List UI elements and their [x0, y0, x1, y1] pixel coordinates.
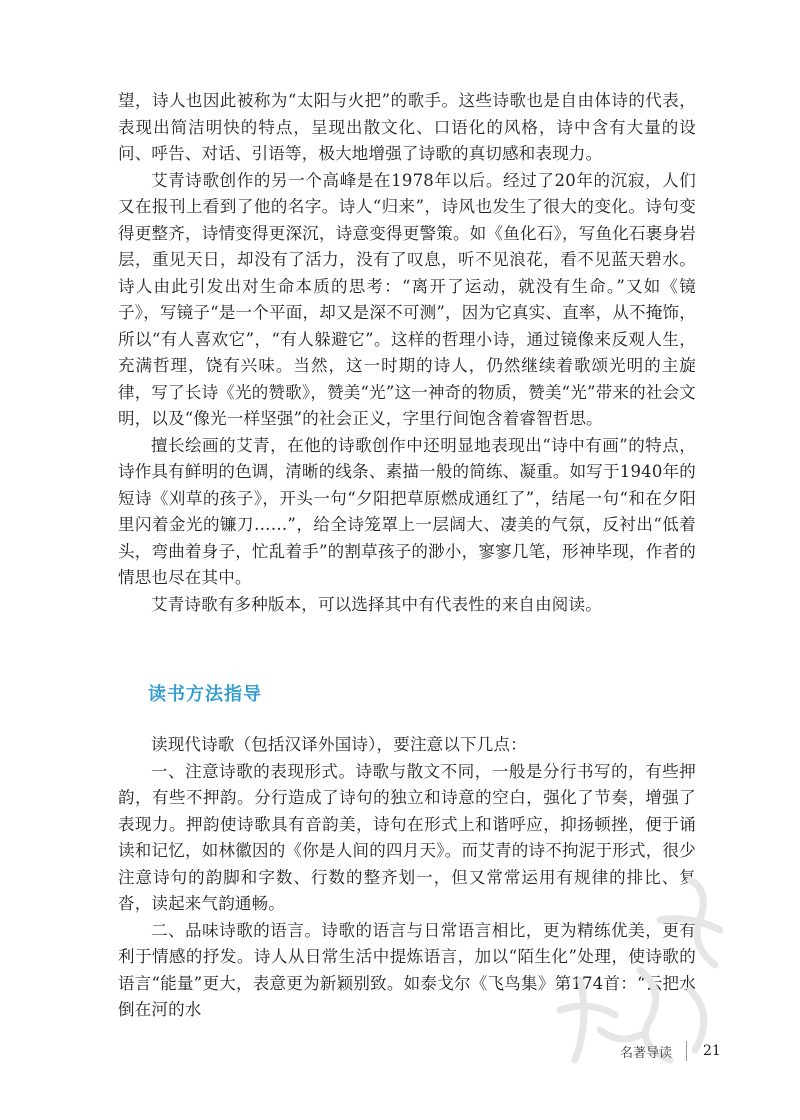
page-footer	[620, 1040, 721, 1062]
body-paragraph-continued: 望，诗人也因此被称为“太阳与火把”的歌手。这些诗歌也是自由体诗的代表，表现出简洁明快的特点，呈现出散文化、口语化的风格，诗中含有大量的设问、呼告、对话、引语等，极大地增强了诗歌的真切感和表现力。	[118, 91, 696, 163]
footer-divider	[686, 1041, 687, 1061]
guide-paragraph: 一、注意诗歌的表现形式。诗歌与散文不同，一般是分行书写的，有些押韵，有些不押韵。分行造成了诗句的独立和诗意的空白，强化了节奏，增强了表现力。押韵使诗歌具有音韵美，诗句在形式上和谐呼应，抑扬顿挫，便于诵读和记忆，如林徽因的《你是人间的四月天》。而艾青的诗不拘泥于形式，很少注意诗句的韵脚和字数、行数的整齐划一，但又常常运用有规律的排比、复沓，读起来气韵通畅。	[118, 761, 696, 913]
body-paragraph: 艾青诗歌创作的另一个高峰是在1978年以后。经过了20年的沉寂，人们又在报刊上看到了他的名字。诗人“归来”，诗风也发生了很大的变化。诗句变得更整齐，诗情变得更深沉，诗意变得更警策。如《鱼化石》，写鱼化石裹身岩层，重见天日，却没有了活力，没有了叹息，听不见浪花，看不见蓝天碧水。诗人由此引发出对生命本质的思考：“离开了运动，就没有生命。”又如《镜子》，写镜子“是一个平面，却又是深不可测”，因为它真实、直率，从不掩饰，所以“有人喜欢它”，“有人躲避它”。这样的哲理小诗，通过镜像来反观人生，充满哲理，饶有兴味。当然，这一时期的诗人，仍然继续着歌颂光明的主旋律，写了长诗《光的赞歌》，赞美“光”这一神奇的物质，赞美“光”带来的社会文明，以及“像光一样坚强”的社会正义，字里行间饱含着睿智哲思。	[118, 170, 696, 428]
main-text-block	[118, 88, 696, 618]
guide-intro-paragraph: 读现代诗歌（包括汉译外国诗），要注意以下几点：	[151, 735, 527, 754]
reading-guide-text-block	[118, 732, 696, 1024]
body-paragraph: 艾青诗歌有多种版本，可以选择其中有代表性的来自由阅读。	[151, 594, 602, 614]
footer-book-title: 名著导读	[620, 1045, 673, 1061]
section-heading-reading-guide: 读书方法指导	[148, 684, 262, 705]
guide-paragraph: 二、品味诗歌的语言。诗歌的语言与日常语言相比，更为精练优美，更有利于情感的抒发。诗人从日常生活中提炼语言，加以“陌生化”处理，使诗歌的语言“能量”更大，表意更为新颖别致。如泰戈尔《飞鸟集》第174首：“云把水倒在河的水	[118, 920, 696, 1019]
body-paragraph: 擅长绘画的艾青，在他的诗歌创作中还明显地表现出“诗中有画”的特点，诗作具有鲜明的色调，清晰的线条、素描一般的简练、凝重。如写于1940年的短诗《刈草的孩子》，开头一句“夕阳把草原燃成通红了”，结尾一句“和在夕阳里闪着金光的镰刀……”，给全诗笼罩上一层阔大、凄美的气氛，反衬出“低着头，弯曲着身子，忙乱着手”的割草孩子的渺小，寥寥几笔，形神毕现，作者的情思也尽在其中。	[118, 435, 696, 587]
page-number: 21	[703, 1043, 721, 1059]
